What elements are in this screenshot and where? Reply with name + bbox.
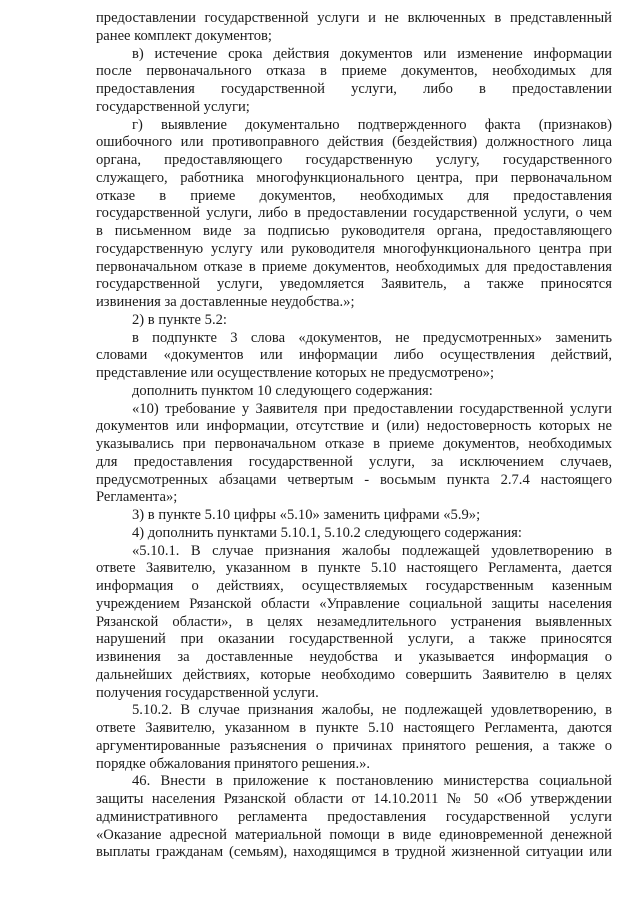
text-line: государственной услуги, уведомляется Заявитель, а также приносятся (96, 276, 612, 293)
text-line: получения государственной услуги. (96, 684, 319, 701)
text-line: нарушений при оказании государственной услуги, а также приносятся (96, 631, 612, 648)
text-line: выплаты гражданам (семьям), находящимся в трудной жизненной ситуации или (96, 844, 612, 861)
text-line: «5.10.1. В случае признания жалобы подлежащей удовлетворению в (132, 542, 612, 559)
text-line: порядке обжалования принятого решения.». (96, 755, 371, 772)
text-line: ранее комплект документов; (96, 27, 272, 44)
text-line: 3) в пункте 5.10 цифры «5.10» заменить цифрами «5.9»; (132, 507, 481, 523)
text-line: защиты населения Рязанской области от 14.10.2011 № 50 «Об утверждении (96, 791, 612, 807)
text-line: предоставлении государственной услуги и не включенных в представленный (96, 10, 612, 26)
text-line: представление или осуществление которых не предусмотрено»; (96, 365, 495, 381)
text-line: в) истечение срока действия документов или изменение информации (132, 45, 612, 62)
text-line: 46. Внести в приложение к постановлению министерства социальной (132, 773, 612, 790)
text-line: Регламента»; (96, 489, 178, 506)
text-line: Рязанской области», в целях незамедлительного устранения выявленных (96, 613, 612, 630)
text-line: ошибочного или противоправного действия (бездействия) должностного лица (96, 134, 612, 151)
text-line: документов или информации, отсутствие и (или) недостоверность которых не (96, 418, 612, 435)
text-line: аргументированные разъяснения о причинах принятого решения, а также о (96, 737, 612, 754)
text-line: органа, предоставляющего государственную услугу, государственного (96, 152, 612, 168)
text-line: дальнейших действиях, которые необходимо совершить Заявителю в целях (96, 666, 612, 683)
text-line: в подпункте 3 слова «документов, не предусмотренных» заменить (132, 329, 612, 346)
text-line: информация о действиях, осуществляемых государственным казенным (96, 578, 612, 594)
text-line: извинения за доставленные неудобства и указывается информация о (96, 649, 612, 665)
text-line: государственной услуги; (96, 98, 250, 115)
text-line: государственной услуги, либо в предоставлении государственной услуги, о чем (96, 205, 612, 222)
text-line: дополнить пунктом 10 следующего содержания: (132, 382, 433, 399)
text-line: ответе Заявителю, указанном в пункте 5.10 настоящего Регламента, дается (96, 560, 612, 577)
text-line: «Оказание адресной материальной помощи в виде единовременной денежной (96, 826, 612, 843)
text-line: служащего, работника многофункционального центра, при первоначальном (96, 169, 612, 186)
text-line: после первоначального отказа в приеме документов, необходимых для (96, 63, 612, 80)
text-line: в письменном виде за подписью руководителя органа, предоставляющего (96, 223, 612, 239)
text-line: первоначальном отказе в приеме документов, необходимых для предоставления (96, 258, 612, 275)
text-line: отказе в приеме документов, необходимых для предоставления (96, 187, 612, 204)
text-line: для предоставления государственной услуги, за исключением случаев, (96, 453, 612, 470)
text-line: «10) требование у Заявителя при предоставлении государственной услуги (132, 400, 612, 417)
text-line: ответе Заявителю, указанном в пункте 5.10 настоящего Регламента, даются (96, 720, 612, 736)
text-line: 2) в пункте 5.2: (132, 311, 227, 328)
text-line: извинения за доставленные неудобства.»; (96, 294, 355, 310)
text-line: учреждением Рязанской области «Управление социальной защиты населения (96, 595, 612, 612)
text-line: государственную услугу или руководителя многофункционального центра при (96, 240, 612, 257)
text-line: 5.10.2. В случае признания жалобы, не подлежащей удовлетворению, в (132, 702, 612, 719)
text-line: предоставления государственной услуги, либо в предоставлении (96, 81, 612, 97)
text-line: словами «документов или информации либо осуществления действий, (96, 347, 612, 364)
text-line: 4) дополнить пунктами 5.10.1, 5.10.2 следующего содержания: (132, 524, 522, 541)
text-line: административного регламента предоставления государственной услуги (96, 808, 612, 825)
text-line: указывались при первоначальном отказе в приеме документов, необходимых (96, 436, 612, 452)
text-line: предусмотренных абзацами четвертым - восьмым пункта 2.7.4 настоящего (96, 471, 612, 488)
text-line: г) выявление документально подтвержденного факта (признаков) (132, 116, 612, 133)
